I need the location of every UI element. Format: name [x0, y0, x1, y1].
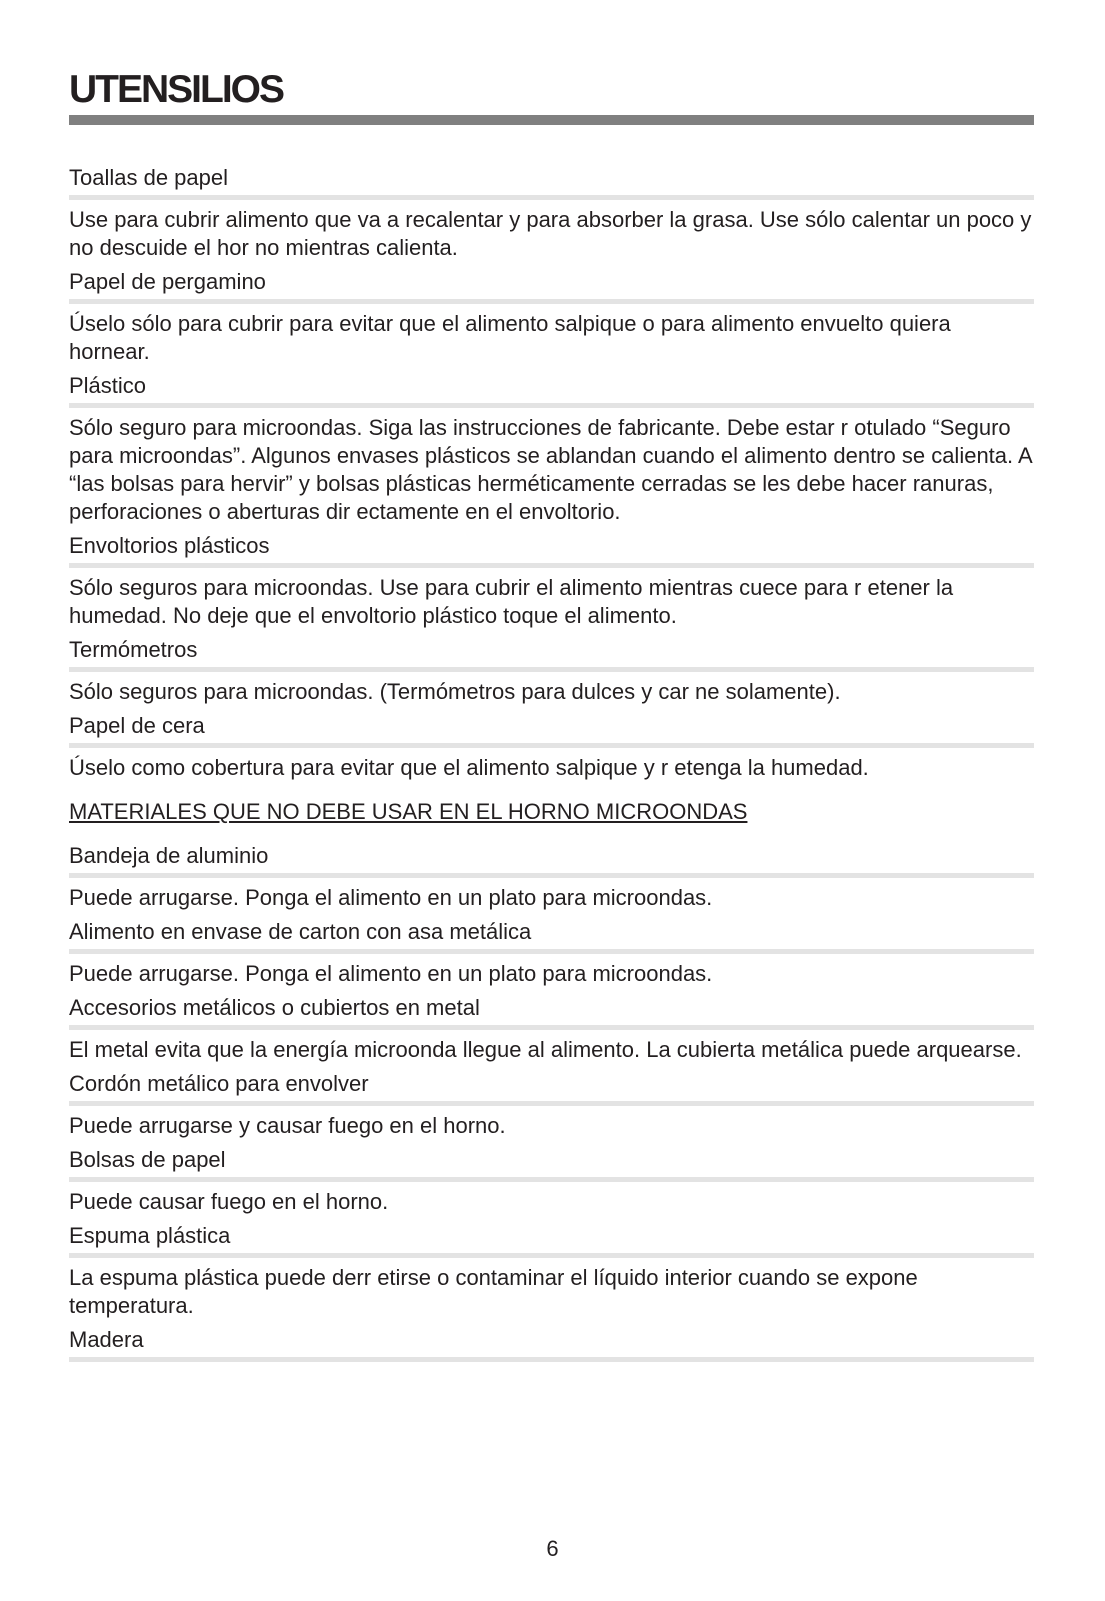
divider — [69, 195, 1034, 200]
utensil-label: Envoltorios plásticos — [69, 533, 270, 558]
material-item — [69, 842, 1034, 912]
divider — [69, 667, 1034, 672]
utensil-description: Úselo como cobertura para evitar que el alimento salpique y r etenga la humedad. — [69, 755, 869, 780]
utensil-description: Sólo seguro para microondas. Siga las instrucciones de fabricante. Debe estar r otulado “Seguro para microondas”. Algunos envases plásticos se ablandan cuando el alimento dentro se calienta. A “las bolsas para hervir” y bolsas plásticas herméticamente cerradas se les debe hacer ranuras, perforaciones o aberturas dir ectamente en el envoltorio. — [69, 415, 1032, 524]
utensil-label: Toallas de papel — [69, 165, 229, 190]
utensil-description: Sólo seguros para microondas. Use para cubrir el alimento mientras cuece para r etener la humedad. No deje que el envoltorio plástico toque el alimento. — [69, 575, 954, 628]
utensil-label: Papel de cera — [69, 713, 205, 738]
divider — [69, 299, 1034, 304]
utensil-description: Sólo seguros para microondas. (Termómetros para dulces y car ne solamente). — [69, 679, 841, 704]
material-item — [69, 918, 1034, 988]
material-label: Madera — [69, 1327, 144, 1352]
material-description: Puede arrugarse y causar fuego en el horno. — [69, 1113, 506, 1138]
utensil-label: Plástico — [69, 373, 147, 398]
material-item — [69, 994, 1034, 1064]
section-heading: MATERIALES QUE NO DEBE USAR EN EL HORNO MICROONDAS — [69, 799, 748, 824]
material-label: Bolsas de papel — [69, 1147, 226, 1172]
divider — [69, 1101, 1034, 1106]
utensil-item — [69, 164, 1034, 262]
material-description: La espuma plástica puede derr etirse o contaminar el líquido interior cuando se expone temperatura. — [69, 1265, 918, 1318]
divider — [69, 1177, 1034, 1182]
divider — [69, 1357, 1034, 1362]
divider — [69, 403, 1034, 408]
material-item — [69, 1222, 1034, 1320]
material-label: Cordón metálico para envolver — [69, 1071, 369, 1096]
material-label: Alimento en envase de carton con asa metálica — [69, 919, 532, 944]
divider — [69, 743, 1034, 748]
material-description: Puede arrugarse. Ponga el alimento en un plato para microondas. — [69, 961, 713, 986]
divider — [69, 1253, 1034, 1258]
material-item — [69, 1070, 1034, 1140]
page-title: UTENSILIOS — [69, 68, 284, 111]
divider — [69, 1025, 1034, 1030]
utensil-description: Úselo sólo para cubrir para evitar que el alimento salpique o para alimento envuelto quiera hornear. — [69, 311, 951, 364]
material-item — [69, 1146, 1034, 1216]
material-item — [69, 1326, 1034, 1362]
material-label: Accesorios metálicos o cubiertos en metal — [69, 995, 480, 1020]
utensil-label: Papel de pergamino — [69, 269, 266, 294]
material-label: Espuma plástica — [69, 1223, 231, 1248]
page-number: 6 — [546, 1536, 559, 1561]
material-description: El metal evita que la energía microonda llegue al alimento. La cubierta metálica puede arquearse. — [69, 1037, 1022, 1062]
utensil-label: Termómetros — [69, 637, 198, 662]
utensil-item — [69, 712, 1034, 782]
title-underline-bar — [69, 115, 1034, 125]
material-label: Bandeja de aluminio — [69, 843, 269, 868]
utensil-item — [69, 372, 1034, 526]
material-description: Puede causar fuego en el horno. — [69, 1189, 389, 1214]
material-description: Puede arrugarse. Ponga el alimento en un plato para microondas. — [69, 885, 713, 910]
content — [69, 164, 1034, 1368]
divider — [69, 949, 1034, 954]
utensil-item — [69, 268, 1034, 366]
utensil-item — [69, 636, 1034, 706]
utensil-description: Use para cubrir alimento que va a recalentar y para absorber la grasa. Use sólo calentar un poco y no descuide el hor no mientras calienta. — [69, 207, 1032, 260]
divider — [69, 563, 1034, 568]
utensil-item — [69, 532, 1034, 630]
divider — [69, 873, 1034, 878]
